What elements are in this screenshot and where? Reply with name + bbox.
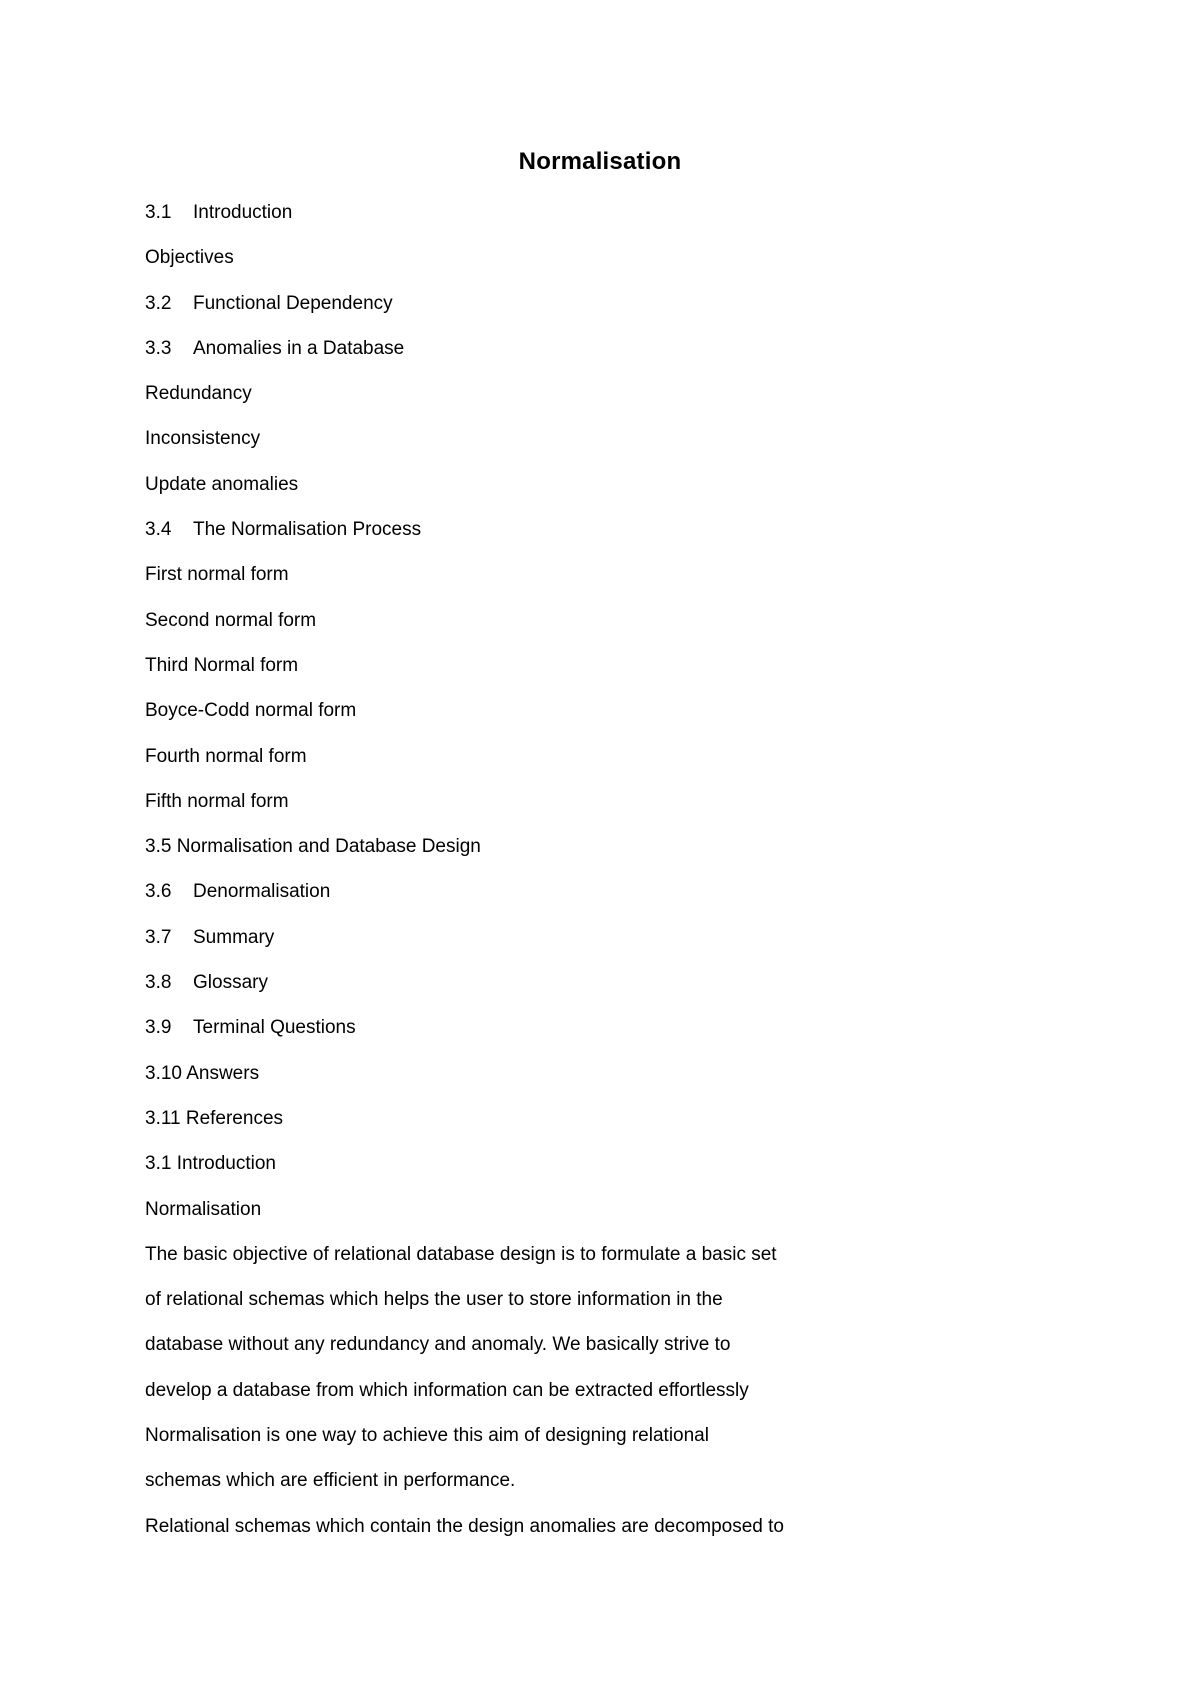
toc-text: Anomalies in a Database [193,337,405,359]
toc-text: Terminal Questions [193,1017,356,1039]
toc-text: Summary [193,926,275,948]
toc-text: Update anomalies [145,473,299,495]
toc-entry-update-anomalies [145,472,1045,517]
toc-entry-third-normal-form [145,653,1045,698]
toc-number: 3.3 [145,337,172,359]
toc-entry-first-normal-form [145,562,1045,607]
subsection-heading: Normalisation [145,1198,262,1220]
toc-entry-3-6 [145,879,1045,924]
toc-number: 3.1 [145,202,172,223]
toc-text: Functional Dependency [193,292,393,314]
toc-text: Second normal form [145,609,317,631]
toc-entry-3-4 [145,517,1045,562]
document-title: Normalisation [518,148,682,175]
toc-entry-3-10 [145,1061,1045,1106]
toc-entry-3-2 [145,291,1045,336]
toc-text: 3.11 References [145,1107,284,1129]
toc-entry-inconsistency [145,426,1045,471]
toc-entry-3-3 [145,336,1045,381]
body-line: database without any redundancy and anomaly. We basically strive to [145,1334,731,1356]
body-line: Normalisation is one way to achieve this aim of designing relational [145,1425,709,1447]
toc-entry-redundancy [145,381,1045,426]
toc-number: 3.8 [145,972,172,994]
toc-text: Redundancy [145,383,252,405]
toc-text: Inconsistency [145,428,261,450]
toc-text: 3.5 Normalisation and Database Design [145,836,481,858]
toc-number: 3.6 [145,881,172,903]
toc-text: The Normalisation Process [193,519,422,541]
section-heading-3-1 [145,1151,1045,1196]
body-line: of relational schemas which helps the user to store information in the [145,1289,723,1311]
toc-entry-3-11 [145,1106,1045,1151]
body-line: Relational schemas which contain the design anomalies are decomposed to [145,1515,784,1537]
toc-entry-objectives [145,245,1045,290]
body-line: develop a database from which information can be extracted effortlessly [145,1379,749,1401]
toc-entry-second-normal-form [145,608,1045,653]
body-line: The basic objective of relational database design is to formulate a basic set [145,1243,777,1265]
toc-text: Introduction [193,202,293,223]
toc-text: First normal form [145,564,289,586]
toc-number: 3.7 [145,926,172,948]
toc-entry-bcnf [145,698,1045,743]
toc-text: Fifth normal form [145,790,289,812]
toc-text: Denormalisation [193,881,331,903]
toc-entry-fourth-normal-form [145,744,1045,789]
toc-entry-3-1 [145,200,1045,245]
section-title: 3.1 Introduction [145,1153,276,1175]
toc-text: Fourth normal form [145,745,307,767]
toc-number: 3.2 [145,292,172,314]
toc-text: Glossary [193,972,268,994]
toc-number: 3.9 [145,1017,172,1039]
toc-entry-3-9 [145,1015,1045,1060]
toc-text: Boyce-Codd normal form [145,700,357,722]
toc-text: Third Normal form [145,654,299,676]
toc-entry-3-5 [145,834,1045,879]
toc-entry-fifth-normal-form [145,789,1045,834]
body-line: schemas which are efficient in performance. [145,1470,516,1492]
toc-text: Objectives [145,247,234,269]
toc-number: 3.4 [145,519,172,541]
toc-text: 3.10 Answers [145,1062,260,1084]
toc-entry-3-8 [145,970,1045,1015]
document-content [145,200,1045,1559]
toc-entry-3-7 [145,925,1045,970]
